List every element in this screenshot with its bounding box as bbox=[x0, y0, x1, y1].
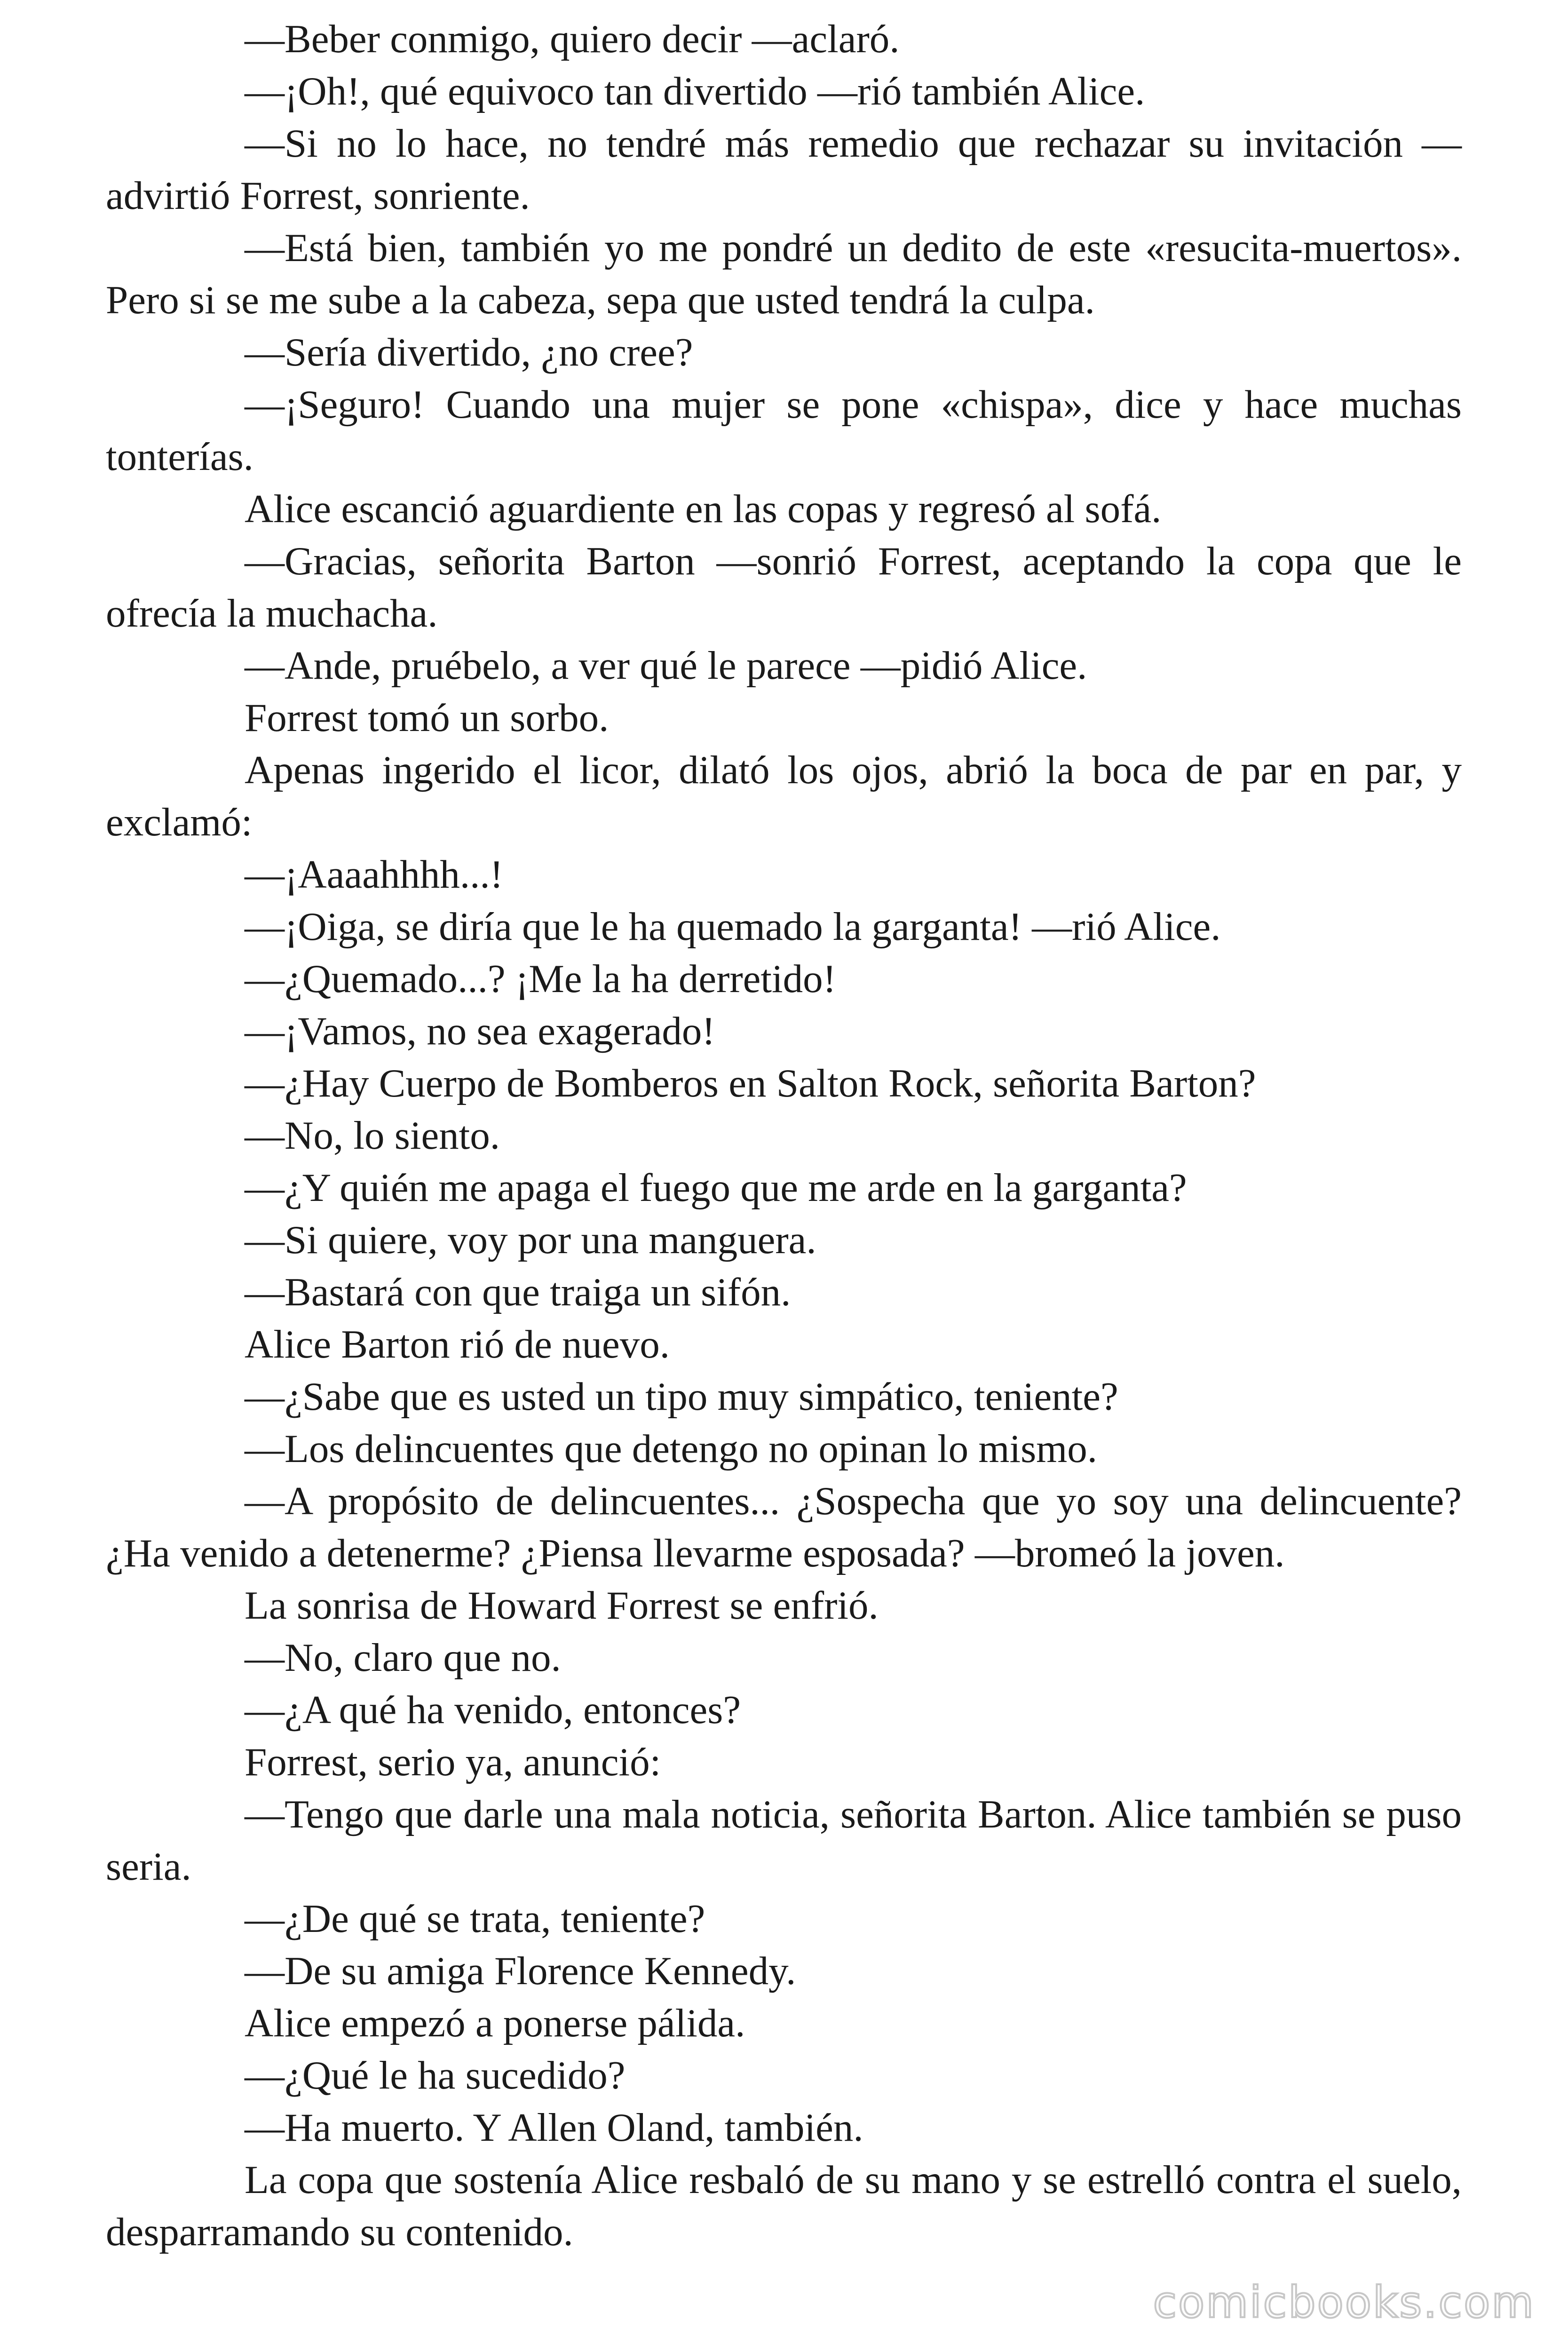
paragraph: Alice empezó a ponerse pálida. bbox=[245, 2001, 745, 2045]
paragraph: —Sería divertido, ¿no cree? bbox=[245, 330, 693, 374]
paragraph: —Gracias, señorita Barton —sonrió Forrest, aceptando la copa que le ofrecía la muchacha. bbox=[106, 539, 1462, 636]
paragraph: —¿Hay Cuerpo de Bomberos en Salton Rock, señorita Barton? bbox=[245, 1061, 1256, 1105]
paragraph: —¿A qué ha venido, entonces? bbox=[245, 1688, 741, 1732]
paragraph: —¡Vamos, no sea exagerado! bbox=[245, 1009, 715, 1053]
paragraph: —De su amiga Florence Kennedy. bbox=[245, 1949, 796, 1993]
paragraph: Forrest, serio ya, anunció: bbox=[245, 1740, 661, 1784]
paragraph: —¡Seguro! Cuando una mujer se pone «chispa», dice y hace muchas tonterías. bbox=[106, 382, 1462, 479]
paragraph: —Beber conmigo, quiero decir —aclaró. bbox=[245, 17, 900, 61]
paragraph: —¿Qué le ha sucedido? bbox=[245, 2053, 626, 2098]
paragraph: Apenas ingerido el licor, dilató los ojos, abrió la boca de par en par, y exclamó: bbox=[106, 748, 1462, 844]
watermark: comicbooks.com bbox=[1153, 2277, 1535, 2328]
paragraph: —¿Sabe que es usted un tipo muy simpático, teniente? bbox=[245, 1375, 1118, 1419]
paragraph: La copa que sostenía Alice resbaló de su mano y se estrelló contra el suelo, desparramando su contenido. bbox=[106, 2158, 1462, 2254]
paragraph: —No, lo siento. bbox=[245, 1113, 500, 1158]
paragraph: —Ande, pruébelo, a ver qué le parece —pidió Alice. bbox=[245, 644, 1087, 688]
paragraph: —¿De qué se trata, teniente? bbox=[245, 1897, 705, 1941]
paragraph: —Si quiere, voy por una manguera. bbox=[245, 1218, 816, 1262]
paragraph: Alice escanció aguardiente en las copas y regresó al sofá. bbox=[245, 487, 1162, 531]
paragraph: —¡Oh!, qué equivoco tan divertido —rió también Alice. bbox=[245, 69, 1145, 113]
document-page bbox=[106, 13, 1462, 2258]
paragraph: —Está bien, también yo me pondré un dedito de este «resucita-muertos». Pero si se me sube a la cabeza, sepa que usted tendrá la culpa. bbox=[106, 226, 1462, 322]
paragraph: La sonrisa de Howard Forrest se enfrió. bbox=[245, 1583, 879, 1628]
paragraph: —¡Oiga, se diría que le ha quemado la garganta! —rió Alice. bbox=[245, 905, 1221, 949]
paragraph: —Los delincuentes que detengo no opinan lo mismo. bbox=[245, 1427, 1098, 1471]
paragraph: —Si no lo hace, no tendré más remedio que rechazar su invitación —advirtió Forrest, sonriente. bbox=[106, 121, 1462, 218]
paragraph: —¡Aaaahhhh...! bbox=[245, 852, 503, 897]
paragraph: —No, claro que no. bbox=[245, 1636, 561, 1680]
paragraph: —Tengo que darle una mala noticia, señorita Barton. Alice también se puso seria. bbox=[106, 1792, 1462, 1889]
paragraph: —Ha muerto. Y Allen Oland, también. bbox=[245, 2106, 863, 2150]
paragraph: —¿Y quién me apaga el fuego que me arde en la garganta? bbox=[245, 1166, 1187, 1210]
paragraph: Forrest tomó un sorbo. bbox=[245, 696, 609, 740]
paragraph: —Bastará con que traiga un sifón. bbox=[245, 1270, 791, 1314]
paragraph: —A propósito de delincuentes... ¿Sospecha que yo soy una delincuente? ¿Ha venido a detenerme? ¿Piensa llevarme esposada? —bromeó la joven. bbox=[106, 1479, 1462, 1575]
paragraph: —¿Quemado...? ¡Me la ha derretido! bbox=[245, 957, 836, 1001]
paragraph: Alice Barton rió de nuevo. bbox=[245, 1322, 670, 1367]
